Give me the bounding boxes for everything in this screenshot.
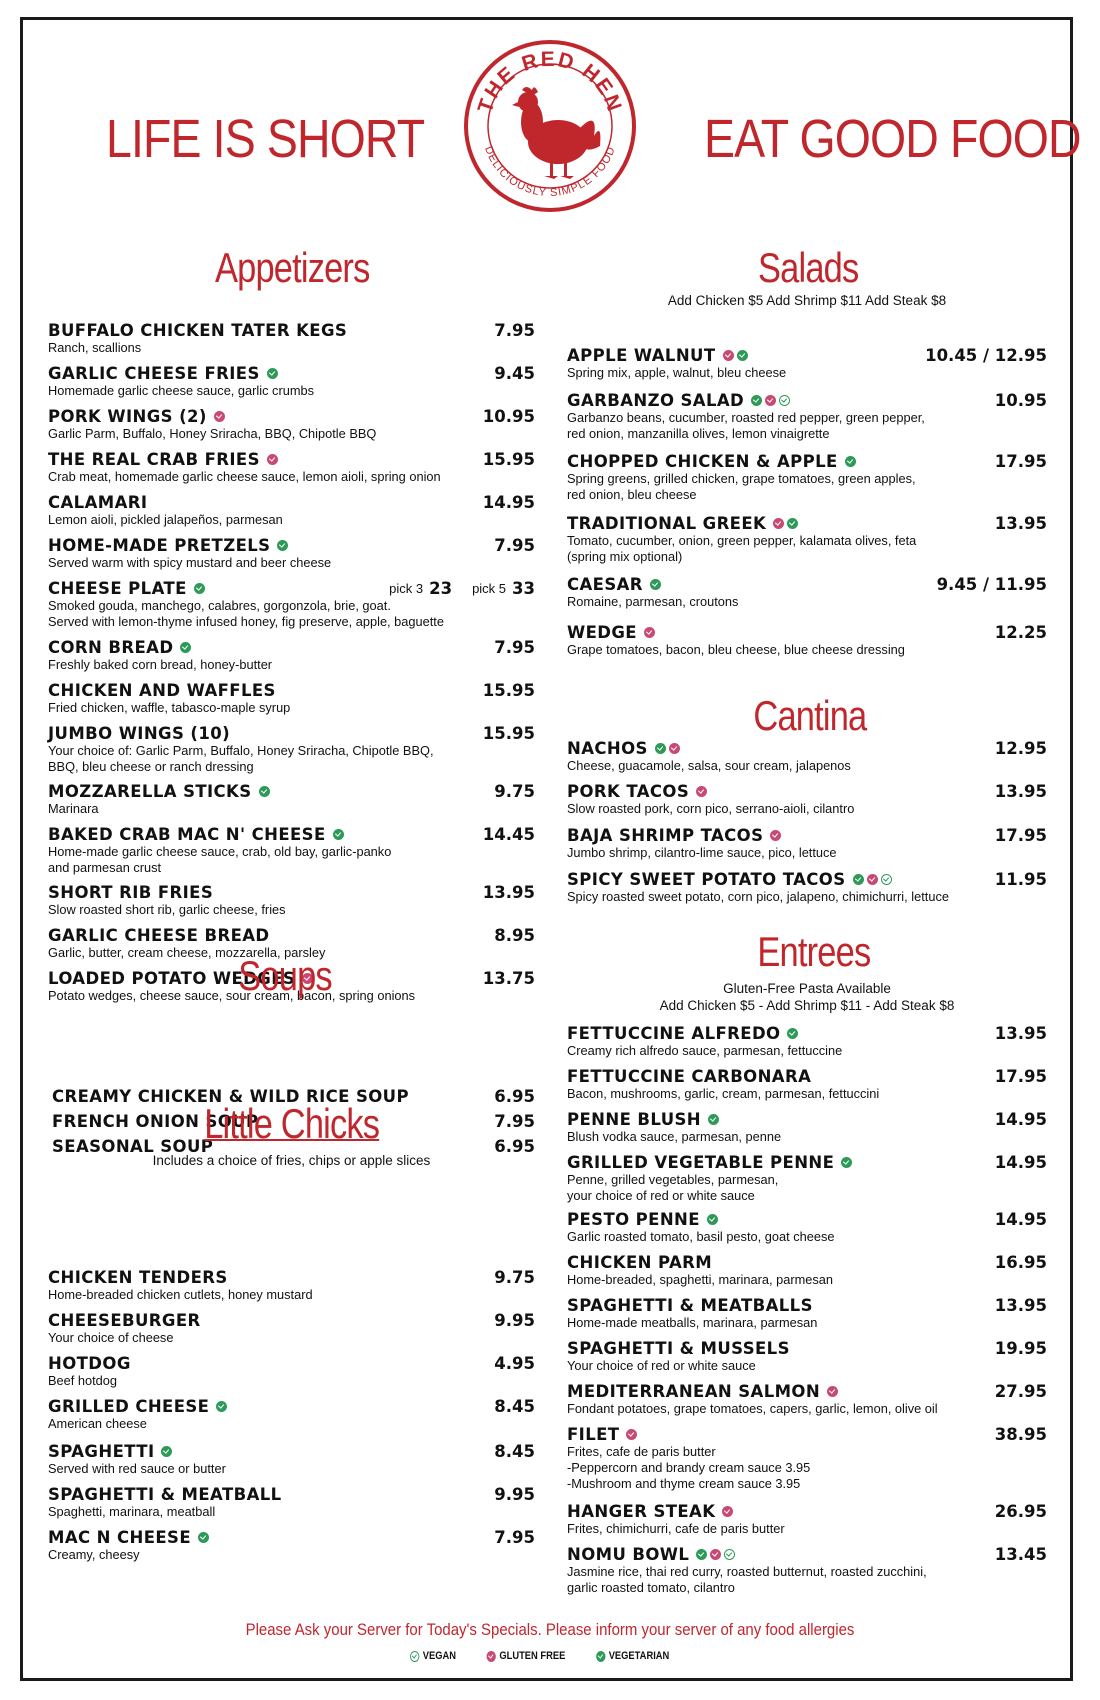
item-price: 9.95 [494,1310,535,1330]
item-description: Served with red sauce or butter [48,1461,226,1476]
dietary-badges [277,540,288,551]
entrees-title: Entrees [757,928,871,975]
gluten-free-icon [214,411,225,422]
item-name: CALAMARI [48,492,148,512]
item-price: 12.95 [994,738,1047,758]
item-description: Served warm with spicy mustard and beer cheese [48,555,332,570]
item-price: 10.45 / 12.95 [925,345,1047,365]
vegetarian-icon [655,743,666,754]
menu-item [48,1527,535,1563]
item-name: SPAGHETTI & MEATBALL [48,1484,282,1504]
item-description: Romaine, parmesan, croutons [567,594,739,609]
menu-item [567,781,1047,817]
item-price: 9.95 [494,1484,535,1504]
item-name: CHOPPED CHICKEN & APPLE [567,451,838,471]
item-description: Grape tomatoes, bacon, bleu cheese, blue cheese dressing [567,642,905,657]
dietary-badges [696,786,707,797]
item-price: 7.95 [494,1111,535,1131]
item-description: Home-made garlic cheese sauce, crab, old bay, garlic-panko [48,844,392,859]
menu-item [567,513,1047,565]
item-price: 17.95 [994,825,1047,845]
item-description: Spaghetti, marinara, meatball [48,1504,216,1519]
item-description: Marinara [48,801,99,816]
item-description: Spring mix, apple, walnut, bleu cheese [567,365,787,380]
item-description: -Peppercorn and brandy cream sauce 3.95 [567,1460,811,1475]
dietary-badges [827,1386,838,1397]
dietary-badges [267,368,278,379]
vegetarian-icon [198,1532,209,1543]
item-name: NOMU BOWL [567,1544,690,1564]
tagline-right: EAT GOOD FOOD [704,109,1081,169]
dietary-badges [853,874,892,885]
item-name: FILET [567,1424,620,1444]
item-name: MOZZARELLA STICKS [48,781,252,801]
dietary-badges [845,456,856,467]
item-price: 13.95 [994,781,1047,801]
item-name: HOME-MADE PRETZELS [48,535,271,555]
pick-label: pick 5 [472,580,507,596]
item-description: Freshly baked corn bread, honey-butter [48,657,273,672]
gluten-free-icon [696,786,707,797]
vegetarian-icon [333,829,344,840]
vegetarian-icon [737,350,748,361]
item-description: Your choice of: Garlic Parm, Buffalo, Honey Sriracha, Chipotle BBQ, [48,743,434,758]
item-price: 17.95 [994,1066,1047,1086]
item-description: Served with lemon-thyme infused honey, fig preserve, apple, baguette [48,614,444,629]
item-description: Smoked gouda, manchego, calabres, gorgonzola, brie, goat. [48,598,391,613]
menu-item [48,1353,535,1389]
item-description: Home-breaded, spaghetti, marinara, parmesan [567,1272,834,1287]
gluten-free-icon [770,830,781,841]
entrees-note-addons: Add Chicken $5 - Add Shrimp $11 - Add Steak $8 [659,998,955,1013]
menu-item [567,1501,1047,1537]
item-name: CHEESE PLATE [48,578,187,598]
vegetarian-icon [180,642,191,653]
item-description: Garbanzo beans, cucumber, roasted red pepper, green pepper, [567,410,925,425]
item-name: PENNE BLUSH [567,1109,701,1129]
item-description: Creamy rich alfredo sauce, parmesan, fettuccine [567,1043,843,1058]
item-name: GARBANZO SALAD [567,390,745,410]
item-price: 7.95 [494,320,535,340]
item-description: Creamy, cheesy [48,1547,140,1562]
gluten-free-icon [723,350,734,361]
svg-text:THE RED HEN [474,48,627,116]
item-price: 14.95 [482,492,535,512]
hen-icon [512,87,600,179]
item-name: TRADITIONAL GREEK [567,513,767,533]
item-description: Tomato, cucumber, onion, green pepper, kalamata olives, feta [567,533,917,548]
gluten-free-icon [722,1506,733,1517]
item-description: American cheese [48,1416,147,1431]
vegetarian-icon [696,1549,707,1560]
menu-item [48,363,535,399]
item-description: garlic roasted tomato, cilantro [567,1580,735,1595]
item-description: Cheese, guacamole, salsa, sour cream, jalapenos [567,758,851,773]
item-description: Frites, chimichurri, cafe de paris butter [567,1521,785,1536]
red-hen-logo [462,38,638,214]
tagline-left: LIFE IS SHORT [106,109,425,169]
gluten-free-icon [487,1651,496,1662]
item-price: 26.95 [994,1501,1047,1521]
item-name: CHICKEN TENDERS [48,1267,228,1287]
item-description: Ranch, scallions [48,340,142,355]
menu-item [567,1252,1047,1288]
menu-item [567,1066,1047,1102]
item-price: 7.95 [494,637,535,657]
item-name: BUFFALO CHICKEN TATER KEGS [48,320,348,340]
item-name: CHICKEN AND WAFFLES [48,680,276,700]
menu-item [48,781,535,817]
dietary-badges [841,1157,852,1168]
appetizers-title: Appetizers [214,244,370,291]
item-price: 13.95 [994,513,1047,533]
dietary-badges [161,1446,172,1457]
item-price: 13.95 [994,1023,1047,1043]
item-price: 8.45 [494,1396,535,1416]
item-name: SHORT RIB FRIES [48,882,214,902]
item-name: HANGER STEAK [567,1501,716,1521]
vegetarian-icon [216,1401,227,1412]
dietary-badges [333,829,344,840]
menu-item [567,1544,1047,1596]
vegan-icon [881,874,892,885]
cantina-title: Cantina [753,692,867,739]
pick-options [389,579,535,598]
item-description: Crab meat, homemade garlic cheese sauce, lemon aioli, spring onion [48,469,441,484]
menu-item [48,882,535,918]
little-chicks-note: Includes a choice of fries, chips or apple slices [152,1153,431,1168]
menu-item [48,637,535,673]
menu-item [567,1023,1047,1059]
item-name: BAKED CRAB MAC N' CHEESE [48,824,326,844]
item-name: HOTDOG [48,1353,131,1373]
dietary-badges [655,743,680,754]
item-price: 16.95 [994,1252,1047,1272]
item-name: GARLIC CHEESE BREAD [48,925,270,945]
item-name: PORK WINGS (2) [48,406,207,426]
pick-price: 23 [429,578,453,598]
menu-item [48,535,535,571]
item-name: PORK TACOS [567,781,690,801]
item-name: MEDITERRANEAN SALMON [567,1381,821,1401]
menu-item [48,320,535,356]
vegetarian-icon [650,579,661,590]
dietary-legend [410,1650,669,1662]
item-name: CHICKEN PARM [567,1252,713,1272]
item-name: CREAMY CHICKEN & WILD RICE SOUP [52,1086,409,1106]
item-price: 15.95 [482,723,535,743]
item-price: 11.95 [994,869,1047,889]
little-chicks-title: Little Chicks [204,1100,380,1147]
item-price: 9.75 [494,1267,535,1287]
item-description: Fried chicken, waffle, tabasco-maple syrup [48,700,291,715]
salads-note: Add Chicken $5 Add Shrimp $11 Add Steak $8 [667,293,947,308]
vegan-icon [724,1549,735,1560]
item-description: Jumbo shrimp, cilantro-lime sauce, pico, lettuce [567,845,837,860]
item-price: 14.45 [482,824,535,844]
item-price: 13.95 [994,1295,1047,1315]
dietary-badges [198,1532,209,1543]
item-price: 38.95 [994,1424,1047,1444]
menu-item [48,680,535,716]
item-description: Spring greens, grilled chicken, grape tomatoes, green apples, [567,471,916,486]
vegetarian-icon [787,1028,798,1039]
dietary-badges [787,1028,798,1039]
dietary-badges [707,1214,718,1225]
item-name: BAJA SHRIMP TACOS [567,825,764,845]
menu-item [48,449,535,485]
dietary-badges [216,1401,227,1412]
vegetarian-icon [751,395,762,406]
dietary-badges [644,627,655,638]
vegan-icon [779,395,790,406]
menu-item [567,345,1047,381]
vegetarian-icon [708,1114,719,1125]
item-price: 15.95 [482,449,535,469]
item-description: Slow roasted pork, corn pico, serrano-aioli, cilantro [567,801,855,816]
soups-title: Soups [238,952,332,999]
gluten-free-icon [644,627,655,638]
item-description: Jasmine rice, thai red curry, roasted butternut, roasted zucchini, [567,1564,927,1579]
menu-item [567,1209,1047,1245]
item-description: red onion, bleu cheese [567,487,697,502]
item-price: 9.45 / 11.95 [936,574,1047,594]
menu-item [567,1152,1047,1204]
menu-item [567,1381,1047,1417]
item-description: Garlic roasted tomato, basil pesto, goat cheese [567,1229,835,1244]
gluten-free-icon [626,1429,637,1440]
vegetarian-icon [841,1157,852,1168]
menu-item [48,723,535,775]
item-description: your choice of red or white sauce [567,1188,755,1203]
vegetarian-icon [845,456,856,467]
item-description: Your choice of cheese [48,1330,174,1345]
item-description: Bacon, mushrooms, garlic, cream, parmesan, fettuccini [567,1086,880,1101]
item-name: SPAGHETTI & MEATBALLS [567,1295,813,1315]
gluten-free-icon [669,743,680,754]
item-name: GRILLED CHEESE [48,1396,210,1416]
item-price: 4.95 [494,1353,535,1373]
item-description: BBQ, bleu cheese or ranch dressing [48,759,254,774]
vegetarian-icon [596,1651,605,1662]
menu-item [567,574,1047,610]
item-name: CORN BREAD [48,637,174,657]
item-description: -Mushroom and thyme cream sauce 3.95 [567,1476,801,1491]
logo-slogan: DELICIOUSLY SIMPLE FOOD [481,144,619,200]
item-name: FETTUCCINE ALFREDO [567,1023,781,1043]
item-price: 15.95 [482,680,535,700]
item-price: 17.95 [994,451,1047,471]
gluten-free-icon [827,1386,838,1397]
menu-item [48,406,535,442]
item-name: LOADED POTATO WEDGES [48,968,296,988]
vegetarian-icon [259,786,270,797]
dietary-badges [214,411,225,422]
item-price: 7.95 [494,535,535,555]
dietary-badges [626,1429,637,1440]
item-name: SPICY SWEET POTATO TACOS [567,869,846,889]
item-name: SPAGHETTI [48,1441,155,1461]
item-description: Penne, grilled vegetables, parmesan, [567,1172,779,1187]
dietary-badges [180,642,191,653]
vegetarian-icon [194,583,205,594]
dietary-badges [194,583,205,594]
vegetarian-icon [161,1446,172,1457]
gluten-free-icon [710,1549,721,1560]
item-price: 27.95 [994,1381,1047,1401]
legend-entry [410,1650,456,1662]
item-description: Frites, cafe de paris butter [567,1444,716,1459]
item-price: 19.95 [994,1338,1047,1358]
item-name: SPAGHETTI & MUSSELS [567,1338,790,1358]
vegetarian-icon [267,368,278,379]
item-name: THE REAL CRAB FRIES [48,449,260,469]
menu-item [567,738,1047,774]
legend-entry [487,1650,566,1662]
item-name: PESTO PENNE [567,1209,700,1229]
gluten-free-icon [773,518,784,529]
item-description: and parmesan crust [48,860,162,875]
item-price: 9.45 [494,363,535,383]
item-name: FRENCH ONION SOUP [52,1111,259,1131]
item-price: 6.95 [494,1086,535,1106]
item-description: Garlic, butter, cream cheese, mozzarella, parsley [48,945,326,960]
menu-item [48,578,535,630]
item-description: Lemon aioli, pickled jalapeños, parmesan [48,512,283,527]
item-description: Blush vodka sauce, parmesan, penne [567,1129,782,1144]
footer-notice: Please Ask your Server for Today's Specials. Please inform your server of any food allergies [245,1620,855,1639]
item-price: 9.75 [494,781,535,801]
item-price: 14.95 [994,1109,1047,1129]
dietary-badges [708,1114,719,1125]
vegetarian-icon [787,518,798,529]
menu-item [567,451,1047,503]
vegetarian-icon [277,540,288,551]
menu-item [567,1338,1047,1374]
item-description: red onion, manzanilla olives, lemon vinaigrette [567,426,830,441]
salads-title: Salads [758,244,859,291]
item-description: Homemade garlic cheese sauce, garlic crumbs [48,383,315,398]
item-name: SEASONAL SOUP [52,1136,214,1156]
menu-item [567,825,1047,861]
menu-item [567,622,1047,658]
gluten-free-icon [765,395,776,406]
legend-label: VEGAN [422,1650,457,1662]
item-name: JUMBO WINGS (10) [48,723,231,743]
entrees-note-gf-pasta: Gluten-Free Pasta Available [723,981,891,996]
gluten-free-icon [267,454,278,465]
pick-label: pick 3 [389,580,424,596]
menu-item [567,1109,1047,1145]
menu-item [48,1396,535,1432]
menu-item [567,1424,1047,1492]
item-name: CHEESEBURGER [48,1310,201,1330]
item-description: Potato wedges, cheese sauce, sour cream, bacon, spring onions [48,988,416,1003]
item-price: 7.95 [494,1527,535,1547]
item-name: WEDGE [567,622,637,642]
item-description: Spicy roasted sweet potato, corn pico, jalapeno, chimichurri, lettuce [567,889,949,904]
item-price: 13.95 [482,882,535,902]
menu-item [567,1295,1047,1331]
menu-item [567,869,1047,905]
item-name: CAESAR [567,574,643,594]
menu-item [48,1441,535,1477]
item-price: 8.95 [494,925,535,945]
item-description: Home-made meatballs, marinara, parmesan [567,1315,818,1330]
gluten-free-icon [867,874,878,885]
dietary-badges [259,786,270,797]
dietary-badges [723,350,748,361]
item-price: 12.25 [994,622,1047,642]
item-price: 14.95 [994,1152,1047,1172]
item-price: 10.95 [482,406,535,426]
item-name: MAC N CHEESE [48,1527,192,1547]
menu-item [48,492,535,528]
item-description: (spring mix optional) [567,549,683,564]
item-price: 8.45 [494,1441,535,1461]
item-price: 13.75 [482,968,535,988]
item-name: GRILLED VEGETABLE PENNE [567,1152,835,1172]
item-description: Slow roasted short rib, garlic cheese, fries [48,902,286,917]
pick-price: 33 [512,578,535,598]
menu-item [48,824,535,876]
legend-label: VEGETARIAN [608,1650,670,1662]
item-price: 10.95 [994,390,1047,410]
menu-item [48,1484,535,1520]
item-name: APPLE WALNUT [567,345,716,365]
legend-label: GLUTEN FREE [499,1650,566,1662]
vegan-icon [410,1651,419,1662]
vegetarian-icon [707,1214,718,1225]
dietary-badges [722,1506,733,1517]
item-description: Your choice of red or white sauce [567,1358,756,1373]
item-description: Home-breaded chicken cutlets, honey mustard [48,1287,313,1302]
dietary-badges [751,395,790,406]
menu-item [48,1310,535,1346]
vegetarian-icon [853,874,864,885]
item-description: Garlic Parm, Buffalo, Honey Sriracha, BBQ, Chipotle BBQ [48,426,377,441]
item-name: FETTUCCINE CARBONARA [567,1066,812,1086]
dietary-badges [696,1549,735,1560]
item-price: 14.95 [994,1209,1047,1229]
dietary-badges [773,518,798,529]
item-name: NACHOS [567,738,648,758]
item-description: Beef hotdog [48,1373,118,1388]
menu-item [567,390,1047,442]
dietary-badges [770,830,781,841]
logo-name: THE RED HEN [473,47,627,116]
menu-item [48,1267,535,1303]
dietary-badges [267,454,278,465]
dietary-badges [650,579,661,590]
item-price: 13.45 [994,1544,1047,1564]
item-description: Fondant potatoes, grape tomatoes, capers, garlic, lemon, olive oil [567,1401,938,1416]
item-price: 6.95 [494,1136,535,1156]
legend-entry [596,1650,669,1662]
item-name: GARLIC CHEESE FRIES [48,363,260,383]
